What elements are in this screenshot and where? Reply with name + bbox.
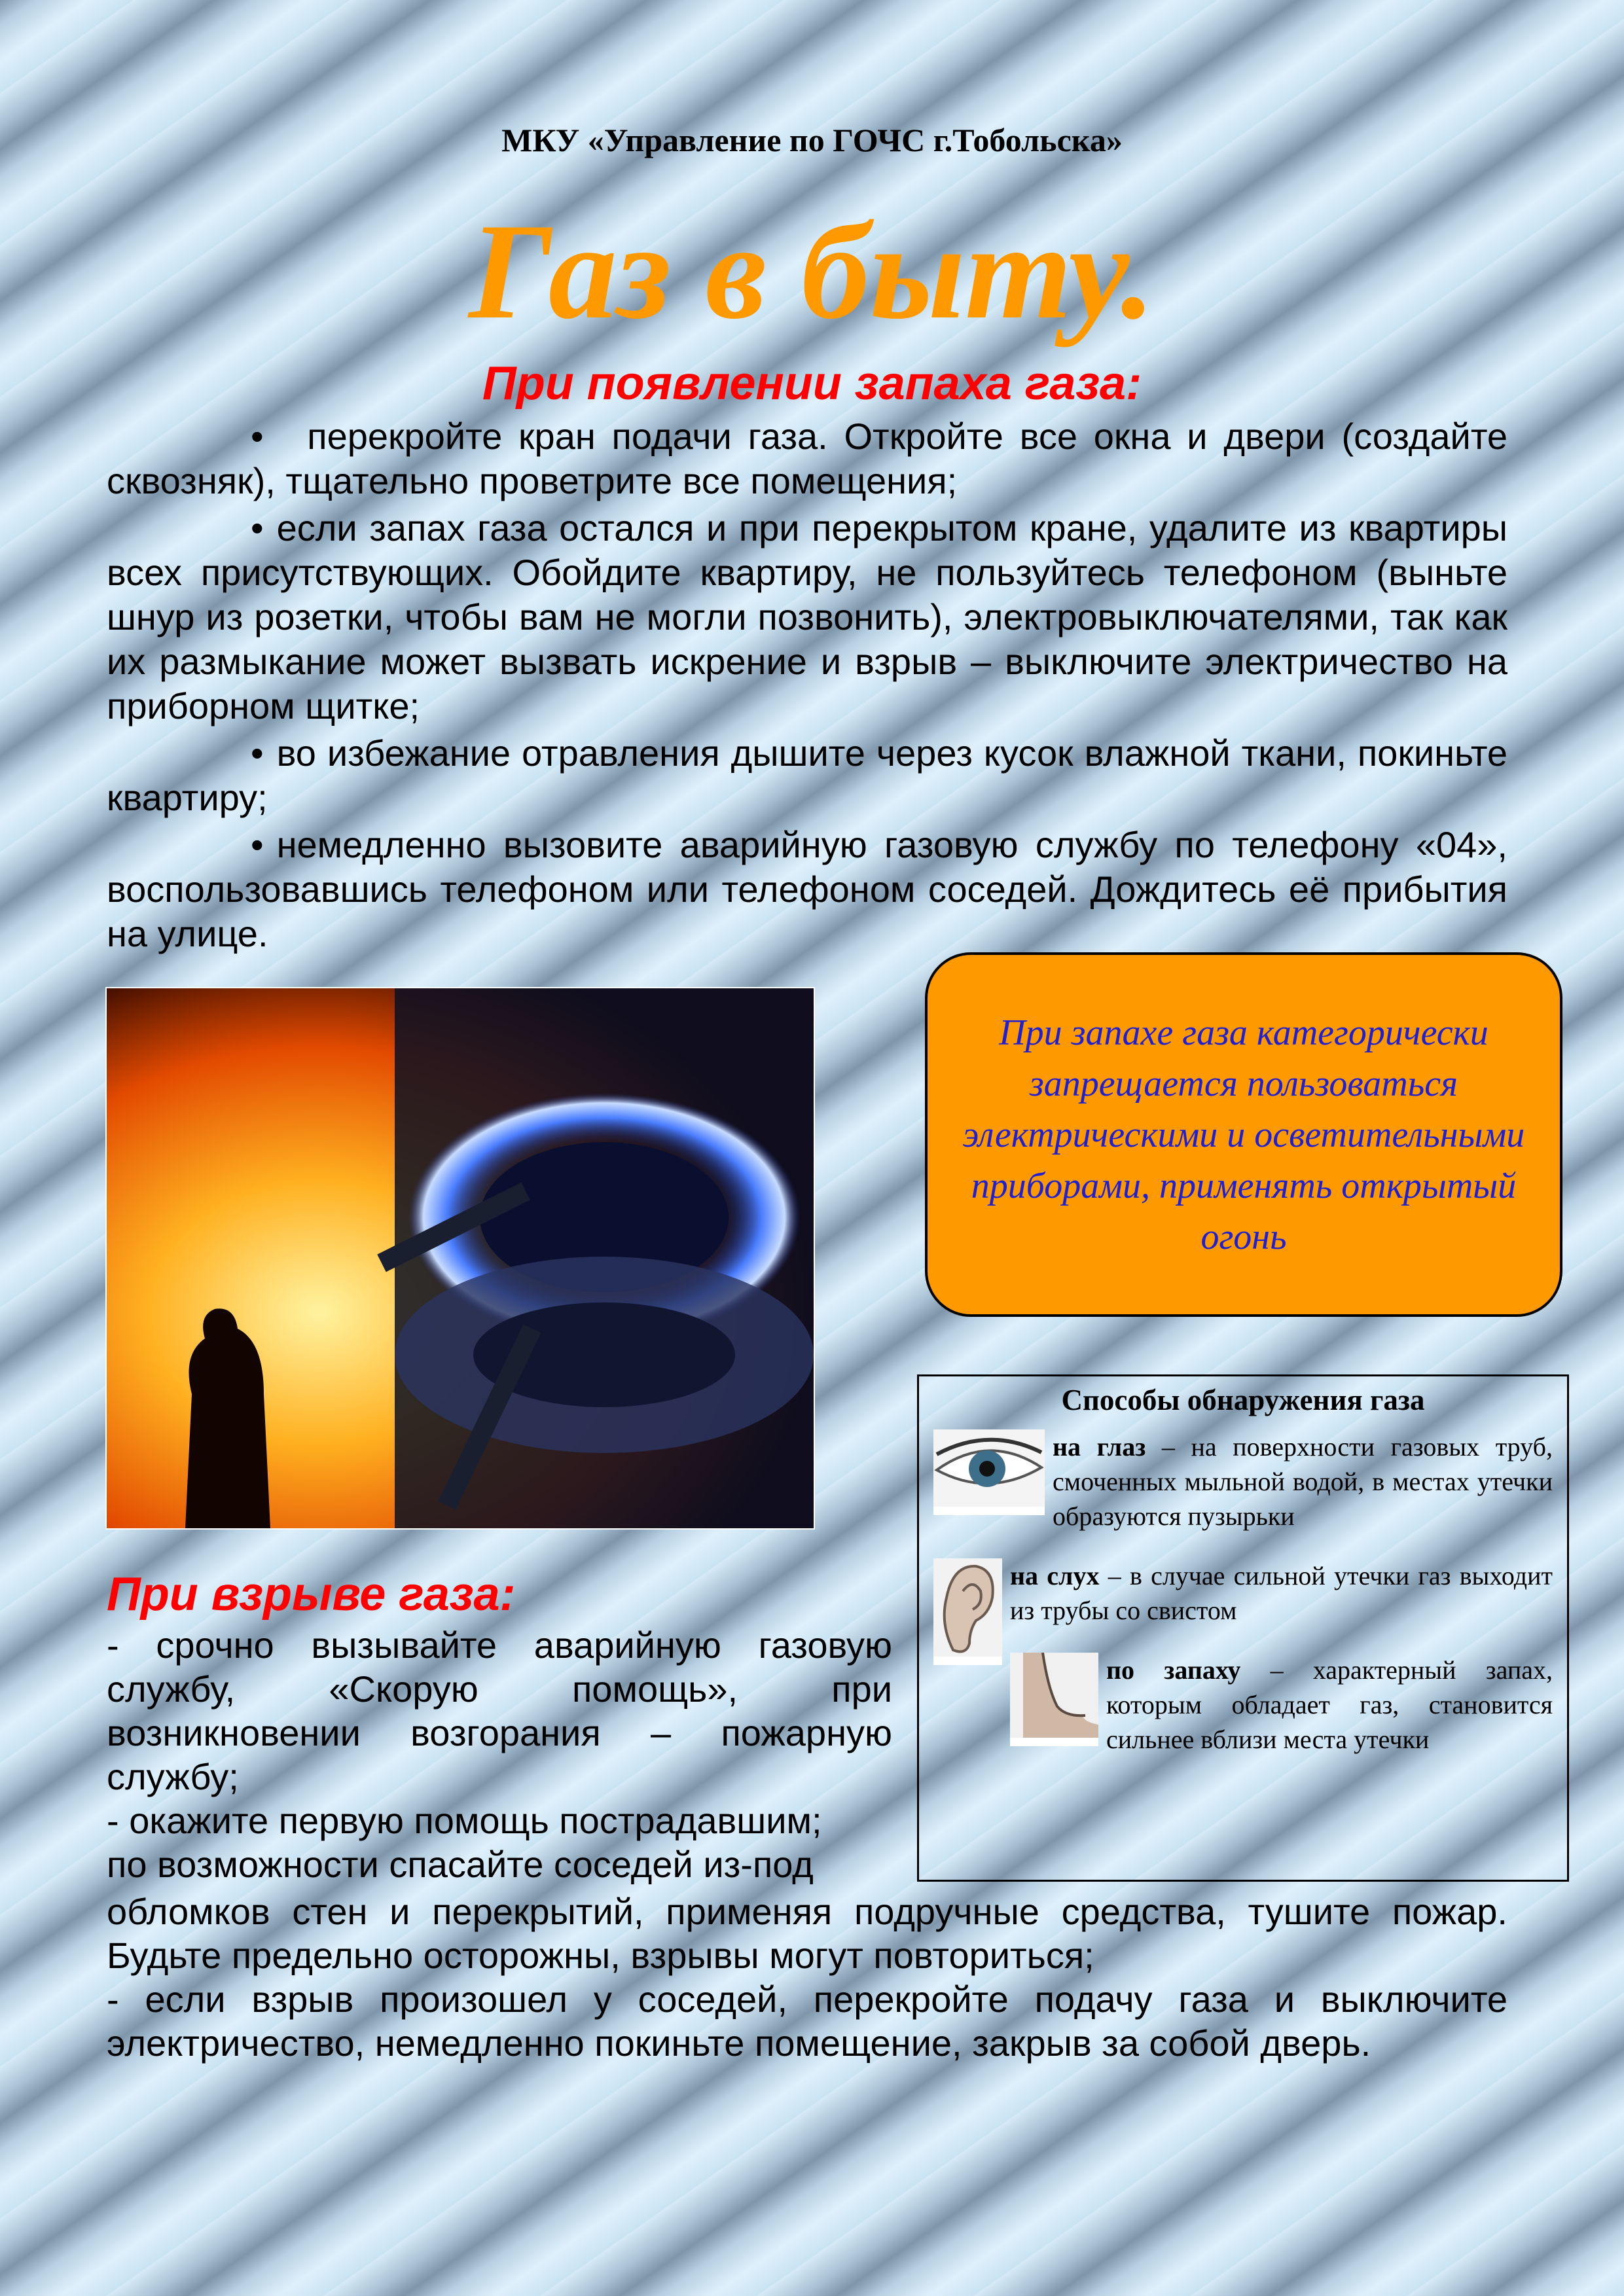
nose-icon [1010,1653,1098,1746]
detection-method-sight: на глаз – на поверхности газовых труб, смоченных мыльной водой, в местах утечки образуются пузырьки [933,1429,1553,1534]
list-item: • во избежание отравления дышите через кусок влажной ткани, покиньте квартиру; [107,732,1507,818]
gas-fire-photo [107,988,814,1528]
explosion-heading: При взрыве газа: [107,1568,516,1621]
detection-method-hearing: на слух – в случае сильной утечки газ выходит из трубы со свистом [933,1558,1553,1628]
organization-name: МКУ «Управление по ГОЧС г.Тобольска» [501,122,1123,158]
explosion-text-top: - срочно вызывайте аварийную газовую службу, «Скорую помощь», при возникновении возгорания – пожарную службу; - окажите первую помощь пострадавшим; по возможности спасайте соседей из-под [107,1624,892,1885]
warning-box [925,952,1562,1317]
eye-icon [933,1429,1045,1515]
detection-title: Способы обнаружения газа [1061,1384,1425,1416]
warning-text: При запахе газа категорически запрещается пользоваться электрическими и осветительными приборами, применять открытый огонь [962,1012,1525,1257]
gas-smell-list [107,414,1507,959]
explosion-text-bottom: обломков стен и перекрытий, применяя подручные средства, тушите пожар. Будьте предельно осторожны, взрывы могут повториться; - если взрыв произошел у соседей, перекройте подачу газа и выключите электричество, немедленно покиньте помещение, закрыв за собой дверь. [107,1891,1507,2064]
detection-methods-box [917,1374,1569,1882]
list-item: • если запах газа остался и при перекрытом кране, удалите из квартиры всех присутствующих. Обойдите квартиру, не пользуйтесь телефоном (выньте шнур из розетки, чтобы вам не могли позвонить), электровыключателями, так как их размыкание может вызвать искрение и взрыв – выключите электричество на приборном щитке; [107,507,1507,726]
detection-method-smell: по запаху – характерный запах, которым обладает газ, становится сильнее вблизи места утечки [933,1653,1553,1757]
bullet-icon: • [251,824,264,865]
bullet-icon: • [251,416,295,457]
gas-smell-heading: При появлении запаха газа: [482,357,1142,410]
bullet-icon: • [251,732,264,774]
list-item: • немедленно вызовите аварийную газовую службу по телефону «04», воспользовавшись телефоном или телефоном соседей. Дождитесь её прибытия на улице. [107,824,1507,954]
bullet-icon: • [251,507,264,548]
gas-burner-fire-illustration [107,988,814,1528]
list-item: • перекройте кран подачи газа. Откройте все окна и двери (создайте сквозняк), тщательно проветрите все помещения; [107,416,1507,501]
page-title: Газ в быту. [469,196,1155,348]
ear-icon [933,1558,1002,1665]
